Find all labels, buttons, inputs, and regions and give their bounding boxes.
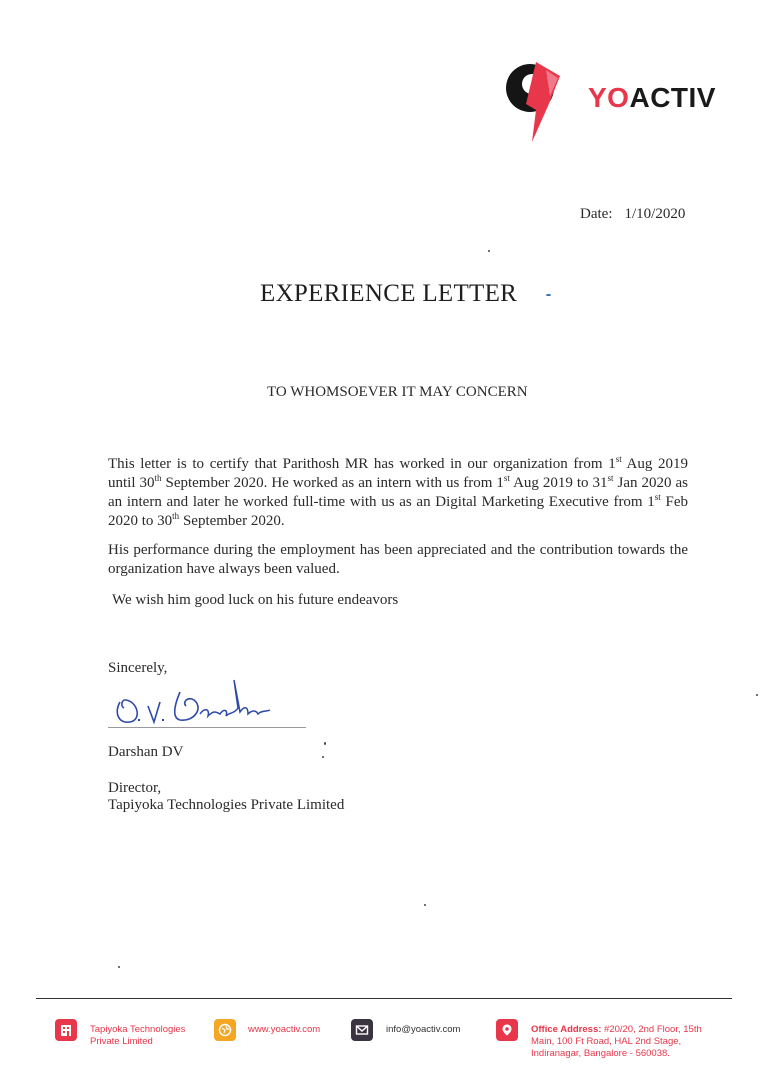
scan-speck (324, 742, 326, 745)
building-icon (55, 1019, 77, 1041)
scan-speck (118, 966, 120, 968)
footer-address: Office Address: #20/20, 2nd Floor, 15th Main, 100 Ft Road, HAL 2nd Stage, Indiranagar, Bangalore - 560038. (531, 1024, 702, 1059)
signatory-name: Darshan DV (108, 744, 184, 760)
handwritten-signature (108, 672, 308, 730)
letter-subtitle: TO WHOMSOEVER IT MAY CONCERN (267, 384, 528, 400)
brand-name: YOACTIV (588, 82, 716, 113)
scan-speck (756, 694, 758, 696)
location-pin-icon (496, 1019, 518, 1041)
signatory-role: Director, (108, 780, 162, 796)
closing-salutation: Sincerely, (108, 660, 168, 676)
yoactiv-logo-icon (502, 54, 564, 146)
letter-date (580, 206, 685, 223)
scan-speck (488, 250, 490, 252)
mail-icon (351, 1019, 373, 1041)
footer-email[interactable]: info@yoactiv.com (386, 1024, 461, 1035)
body-paragraph-2: His performance during the employment has been appreciated and the contribution towards the organization have always been valued. (108, 542, 688, 577)
signatory-company: Tapiyoka Technologies Private Limited (108, 797, 345, 813)
footer-company: Tapiyoka Technologies Private Limited (90, 1024, 186, 1047)
footer-divider (36, 998, 732, 999)
body-paragraph-3: We wish him good luck on his future endeavors (112, 592, 399, 608)
letter-title: EXPERIENCE LETTER (260, 280, 518, 307)
signature-line (108, 727, 306, 728)
scan-speck (546, 294, 551, 296)
globe-icon (214, 1019, 236, 1041)
date-label: Date: (580, 206, 613, 222)
footer-website[interactable]: www.yoactiv.com (248, 1024, 321, 1035)
date-value: 1/10/2020 (624, 206, 686, 222)
scan-speck (424, 904, 426, 906)
scan-speck (322, 756, 324, 758)
body-paragraph-1: This letter is to certify that Parithosh MR has worked in our organization from 1st Aug 2019 until 30th September 2020. He worked as an intern with us from 1st Aug 2019 to 31st Jan 2020 as an intern and later he worked full-time with us as an Digital Marketing Executive from 1st Feb 2020 to 30th September 2020. (108, 454, 688, 529)
